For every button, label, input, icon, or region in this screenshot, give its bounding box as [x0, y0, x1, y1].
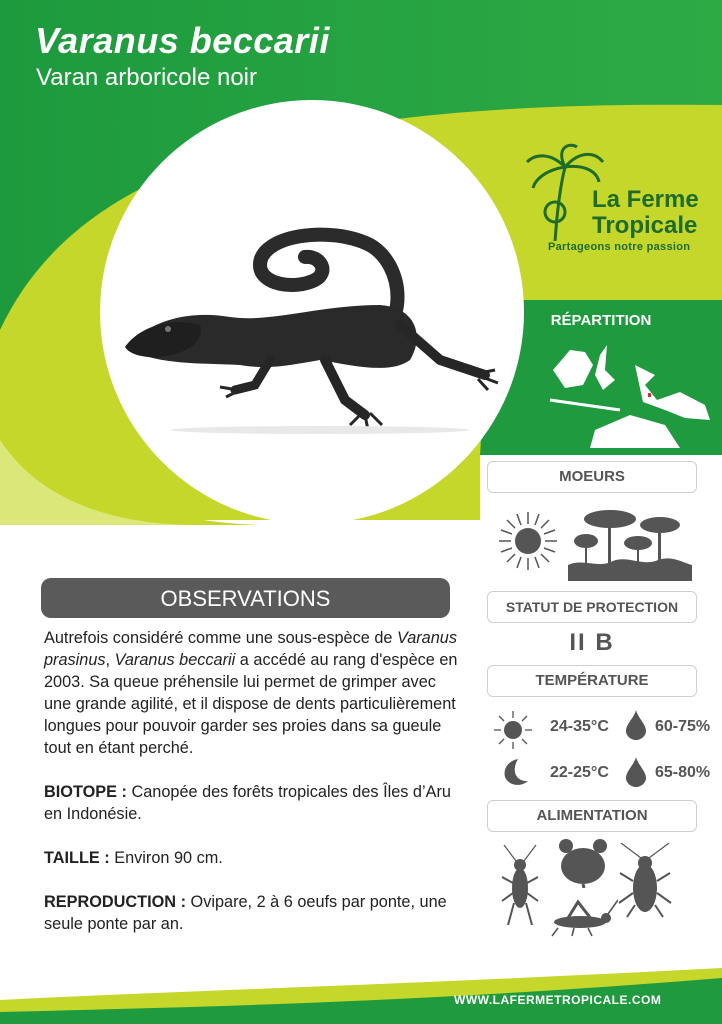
species-common-name: Varan arboricole noir — [36, 64, 258, 91]
distribution-label: RÉPARTITION — [550, 312, 652, 329]
mouse-icon — [556, 838, 611, 888]
logo-name-line2: Tropicale — [592, 212, 698, 239]
observations-text — [44, 627, 464, 957]
day-humidity: 60-75% — [655, 718, 711, 735]
humidity-drop-icon — [626, 710, 646, 740]
reproduction-paragraph — [44, 891, 464, 935]
diet-label: ALIMENTATION — [487, 800, 697, 832]
size-text: Environ 90 cm. — [109, 849, 223, 867]
logo-tagline: Partageons notre passion — [545, 241, 693, 253]
size-paragraph — [44, 847, 464, 869]
night-humidity-drop-icon — [626, 757, 646, 787]
description-paragraph — [44, 627, 464, 759]
observations-heading: OBSERVATIONS — [41, 578, 450, 618]
logo-name-line1: La Ferme — [592, 186, 699, 213]
biotope-label: BIOTOPE : — [44, 783, 127, 801]
day-temperature: 24-35°C — [550, 718, 609, 735]
description-text-2: , — [105, 651, 115, 669]
day-sun-icon — [493, 710, 533, 750]
night-humidity: 65-80% — [655, 764, 711, 781]
biotope-text: Canopée des forêts tropicales des Îles d’Aru en Indonésie. — [44, 783, 451, 823]
reproduction-label: REPRODUCTION : — [44, 893, 187, 911]
cockroach-icon — [617, 843, 672, 918]
monitor-lizard-photo — [120, 225, 505, 435]
night-temperature: 22-25°C — [550, 764, 609, 781]
species-name-beccarii: Varanus beccarii — [114, 651, 236, 669]
forest-canopy-icon — [568, 503, 692, 581]
description-text-3: a accédé au rang d'espèce en 2003. Sa queue préhensile lui permet de grimper avec une grande agilité, et il dispose de dents particulièrement longues pour pouvoir garder ses proies dans sa gueule tout en étant perché. — [44, 651, 458, 757]
sun-icon — [497, 510, 559, 572]
night-moon-icon — [500, 757, 530, 787]
biotope-paragraph — [44, 781, 464, 825]
size-label: TAILLE : — [44, 849, 110, 867]
grasshopper-icon — [548, 898, 618, 938]
website-link[interactable]: WWW.LAFERMETROPICALE.COM — [454, 993, 662, 1007]
protection-status-label: STATUT DE PROTECTION — [487, 591, 697, 623]
species-name-prasinus: Varanus prasinus — [44, 629, 457, 669]
temperature-label: TEMPÉRATURE — [487, 665, 697, 697]
cricket-icon — [500, 843, 540, 928]
reproduction-text: Ovipare, 2 à 6 oeufs par ponte, une seule ponte par an. — [44, 893, 447, 933]
description-text-1: Autrefois considéré comme une sous-espèce de — [44, 629, 397, 647]
distribution-map — [545, 330, 715, 448]
habits-label: MOEURS — [487, 461, 697, 493]
species-title: Varanus beccarii — [35, 20, 330, 61]
protection-status-value: II B — [569, 629, 615, 656]
